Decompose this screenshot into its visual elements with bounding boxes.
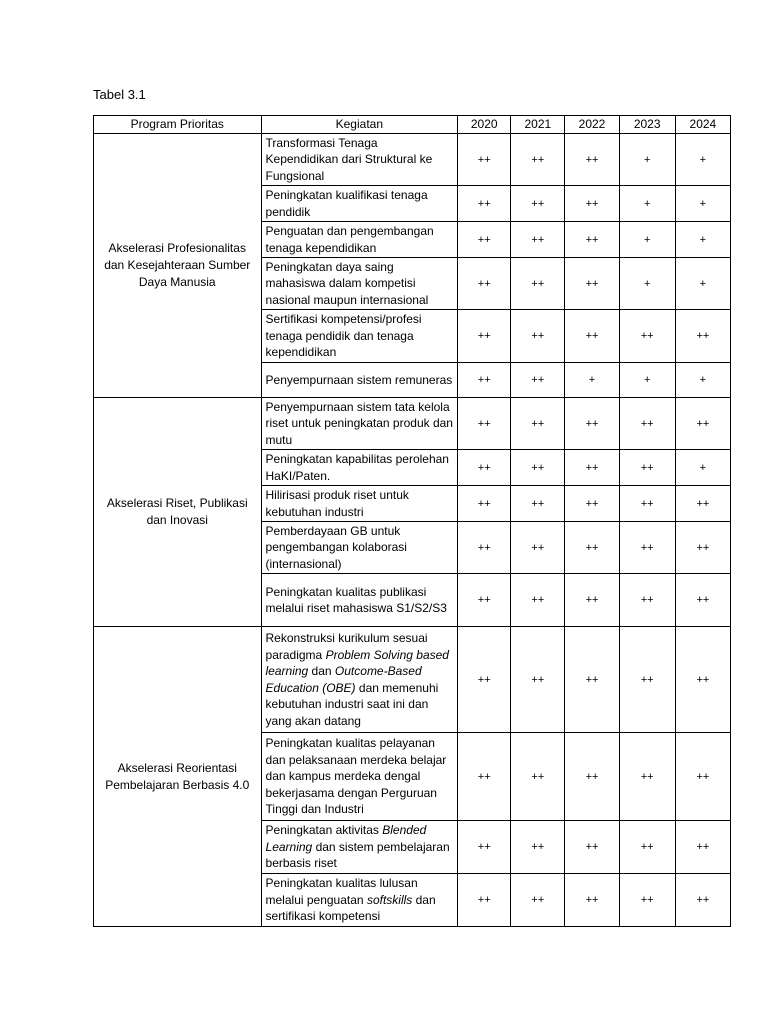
year-value-cell: ++ bbox=[619, 398, 675, 450]
year-value-cell: ++ bbox=[675, 522, 730, 574]
year-value-cell: ++ bbox=[675, 486, 730, 522]
year-value-cell: ++ bbox=[458, 363, 511, 398]
table-body bbox=[94, 134, 731, 927]
year-value-cell: ++ bbox=[675, 733, 730, 821]
year-value-cell: ++ bbox=[458, 310, 511, 363]
kegiatan-text: dan sertifikasi kompetensi bbox=[265, 892, 436, 924]
year-value-cell: + bbox=[675, 450, 730, 486]
year-value-cell: ++ bbox=[675, 821, 730, 874]
year-value-cell: ++ bbox=[675, 398, 730, 450]
year-value-cell: ++ bbox=[675, 310, 730, 363]
year-value-cell: ++ bbox=[511, 134, 565, 186]
year-value-cell: ++ bbox=[565, 874, 619, 927]
year-value-cell: ++ bbox=[511, 874, 565, 927]
year-value-cell: ++ bbox=[675, 627, 730, 733]
header-year: 2020 bbox=[458, 116, 511, 134]
kegiatan-text: softskills bbox=[366, 892, 413, 907]
kegiatan-text: dan bbox=[308, 664, 335, 678]
kegiatan-cell bbox=[261, 733, 458, 821]
kegiatan-cell bbox=[261, 186, 458, 222]
year-value-cell: + bbox=[619, 186, 675, 222]
year-value-cell: ++ bbox=[458, 486, 511, 522]
kegiatan-cell bbox=[261, 874, 458, 927]
year-value-cell: + bbox=[675, 134, 730, 186]
year-value-cell: ++ bbox=[619, 821, 675, 874]
header-year: 2022 bbox=[565, 116, 619, 134]
year-value-cell: + bbox=[619, 363, 675, 398]
year-value-cell: ++ bbox=[619, 574, 675, 627]
year-value-cell: ++ bbox=[458, 222, 511, 258]
kegiatan-text: Peningkatan kualifikasi tenaga pendidik bbox=[265, 188, 428, 219]
year-value-cell: ++ bbox=[458, 733, 511, 821]
kegiatan-cell bbox=[261, 450, 458, 486]
kegiatan-text: Penyempurnaan sistem tata kelola riset untuk peningkatan produk dan mutu bbox=[265, 399, 453, 447]
year-value-cell: ++ bbox=[511, 258, 565, 310]
year-value-cell: ++ bbox=[675, 574, 730, 627]
year-value-cell: ++ bbox=[565, 821, 619, 874]
year-value-cell: + bbox=[619, 222, 675, 258]
year-value-cell: ++ bbox=[458, 821, 511, 874]
year-value-cell: ++ bbox=[511, 450, 565, 486]
year-value-cell: ++ bbox=[565, 398, 619, 450]
year-value-cell: ++ bbox=[565, 258, 619, 310]
year-value-cell: + bbox=[675, 222, 730, 258]
year-value-cell: ++ bbox=[619, 486, 675, 522]
kegiatan-text: dan memenuhi kebutuhan industri saat ini dan yang akan datang bbox=[265, 680, 439, 728]
year-value-cell: ++ bbox=[458, 522, 511, 574]
year-value-cell: ++ bbox=[565, 450, 619, 486]
year-value-cell: ++ bbox=[619, 522, 675, 574]
kegiatan-text: Peningkatan kualitas publikasi melalui riset mahasiswa S1/S2/S3 bbox=[265, 584, 447, 615]
year-value-cell: ++ bbox=[565, 134, 619, 186]
year-value-cell: ++ bbox=[511, 363, 565, 398]
year-value-cell: + bbox=[619, 258, 675, 310]
year-value-cell: ++ bbox=[511, 821, 565, 874]
year-value-cell: ++ bbox=[511, 574, 565, 627]
kegiatan-text: Transformasi Tenaga Kependidikan dari Struktural ke Fungsional bbox=[265, 135, 433, 183]
kegiatan-cell bbox=[261, 258, 458, 310]
kegiatan-cell bbox=[261, 627, 458, 733]
header-program: Program Prioritas bbox=[94, 116, 262, 134]
kegiatan-cell bbox=[261, 222, 458, 258]
kegiatan-text: Peningkatan daya saing mahasiswa dalam kompetisi nasional maupun internasional bbox=[265, 259, 429, 307]
year-value-cell: ++ bbox=[565, 522, 619, 574]
year-value-cell: ++ bbox=[675, 874, 730, 927]
year-value-cell: ++ bbox=[565, 310, 619, 363]
year-value-cell: + bbox=[675, 186, 730, 222]
kegiatan-text: Pemberdayaan GB untuk pengembangan kolaborasi (internasional) bbox=[265, 523, 407, 571]
kegiatan-cell bbox=[261, 398, 458, 450]
year-value-cell: ++ bbox=[458, 574, 511, 627]
year-value-cell: ++ bbox=[511, 733, 565, 821]
kegiatan-text: Sertifikasi kompetensi/profesi tenaga pendidik dan tenaga kependidikan bbox=[265, 312, 422, 360]
year-value-cell: + bbox=[619, 134, 675, 186]
year-value-cell: + bbox=[675, 258, 730, 310]
table-caption: Tabel 3.1 bbox=[93, 87, 146, 102]
year-value-cell: ++ bbox=[511, 486, 565, 522]
header-year: 2021 bbox=[511, 116, 565, 134]
program-cell: Akselerasi Profesionalitas dan Kesejahteraan Sumber Daya Manusia bbox=[94, 134, 262, 398]
kegiatan-text: Penguatan dan pengembangan tenaga kependidikan bbox=[265, 224, 434, 255]
year-value-cell: ++ bbox=[565, 574, 619, 627]
year-value-cell: ++ bbox=[458, 398, 511, 450]
year-value-cell: ++ bbox=[565, 627, 619, 733]
program-cell: Akselerasi Riset, Publikasi dan Inovasi bbox=[94, 398, 262, 627]
year-value-cell: ++ bbox=[511, 627, 565, 733]
year-value-cell: ++ bbox=[565, 186, 619, 222]
header-year: 2024 bbox=[675, 116, 730, 134]
kegiatan-cell bbox=[261, 574, 458, 627]
header-kegiatan: Kegiatan bbox=[261, 116, 458, 134]
priority-table bbox=[93, 115, 731, 927]
year-value-cell: ++ bbox=[458, 450, 511, 486]
year-value-cell: ++ bbox=[565, 486, 619, 522]
kegiatan-cell bbox=[261, 821, 458, 874]
kegiatan-cell bbox=[261, 522, 458, 574]
kegiatan-cell bbox=[261, 486, 458, 522]
kegiatan-text: dan sistem pembelajaran berbasis riset bbox=[265, 839, 450, 871]
year-value-cell: ++ bbox=[619, 310, 675, 363]
year-value-cell: + bbox=[565, 363, 619, 398]
kegiatan-text: Penyempurnaan sistem remuneras bbox=[265, 372, 453, 387]
kegiatan-text: Hilirisasi produk riset untuk kebutuhan industri bbox=[265, 488, 409, 519]
year-value-cell: ++ bbox=[565, 222, 619, 258]
header-year: 2023 bbox=[619, 116, 675, 134]
table-row bbox=[94, 627, 731, 733]
year-value-cell: ++ bbox=[511, 186, 565, 222]
kegiatan-cell bbox=[261, 310, 458, 363]
program-cell: Akselerasi Reorientasi Pembelajaran Berbasis 4.0 bbox=[94, 627, 262, 927]
year-value-cell: ++ bbox=[619, 627, 675, 733]
year-value-cell: ++ bbox=[619, 733, 675, 821]
year-value-cell: + bbox=[675, 363, 730, 398]
header-row bbox=[94, 116, 731, 134]
kegiatan-text: Peningkatan kapabilitas perolehan HaKI/Paten. bbox=[265, 452, 449, 483]
kegiatan-text: Peningkatan kualitas lulusan melalui penguatan bbox=[265, 876, 418, 907]
kegiatan-cell bbox=[261, 363, 458, 398]
year-value-cell: ++ bbox=[619, 874, 675, 927]
kegiatan-text: Peningkatan aktivitas bbox=[265, 823, 383, 838]
kegiatan-text: Problem Solving based learning bbox=[265, 647, 449, 678]
year-value-cell: ++ bbox=[458, 627, 511, 733]
table-row bbox=[94, 398, 731, 450]
year-value-cell: ++ bbox=[511, 310, 565, 363]
kegiatan-text: Rekonstruksi kurikulum sesuai paradigma bbox=[265, 631, 428, 662]
year-value-cell: ++ bbox=[511, 398, 565, 450]
year-value-cell: ++ bbox=[458, 134, 511, 186]
year-value-cell: ++ bbox=[458, 186, 511, 222]
year-value-cell: ++ bbox=[565, 733, 619, 821]
year-value-cell: ++ bbox=[511, 222, 565, 258]
year-value-cell: ++ bbox=[458, 874, 511, 927]
year-value-cell: ++ bbox=[458, 258, 511, 310]
year-value-cell: ++ bbox=[511, 522, 565, 574]
year-value-cell: ++ bbox=[619, 450, 675, 486]
kegiatan-cell bbox=[261, 134, 458, 186]
kegiatan-text: Blended Learning bbox=[265, 823, 427, 854]
kegiatan-text: Outcome-Based Education (OBE) bbox=[265, 664, 422, 695]
table-row bbox=[94, 134, 731, 186]
kegiatan-text: Peningkatan kualitas pelayanan dan pelaksanaan merdeka belajar dan kampus merdeka dengal bekerjasama dengan Perguruan Tinggi dan Industri bbox=[265, 736, 447, 817]
